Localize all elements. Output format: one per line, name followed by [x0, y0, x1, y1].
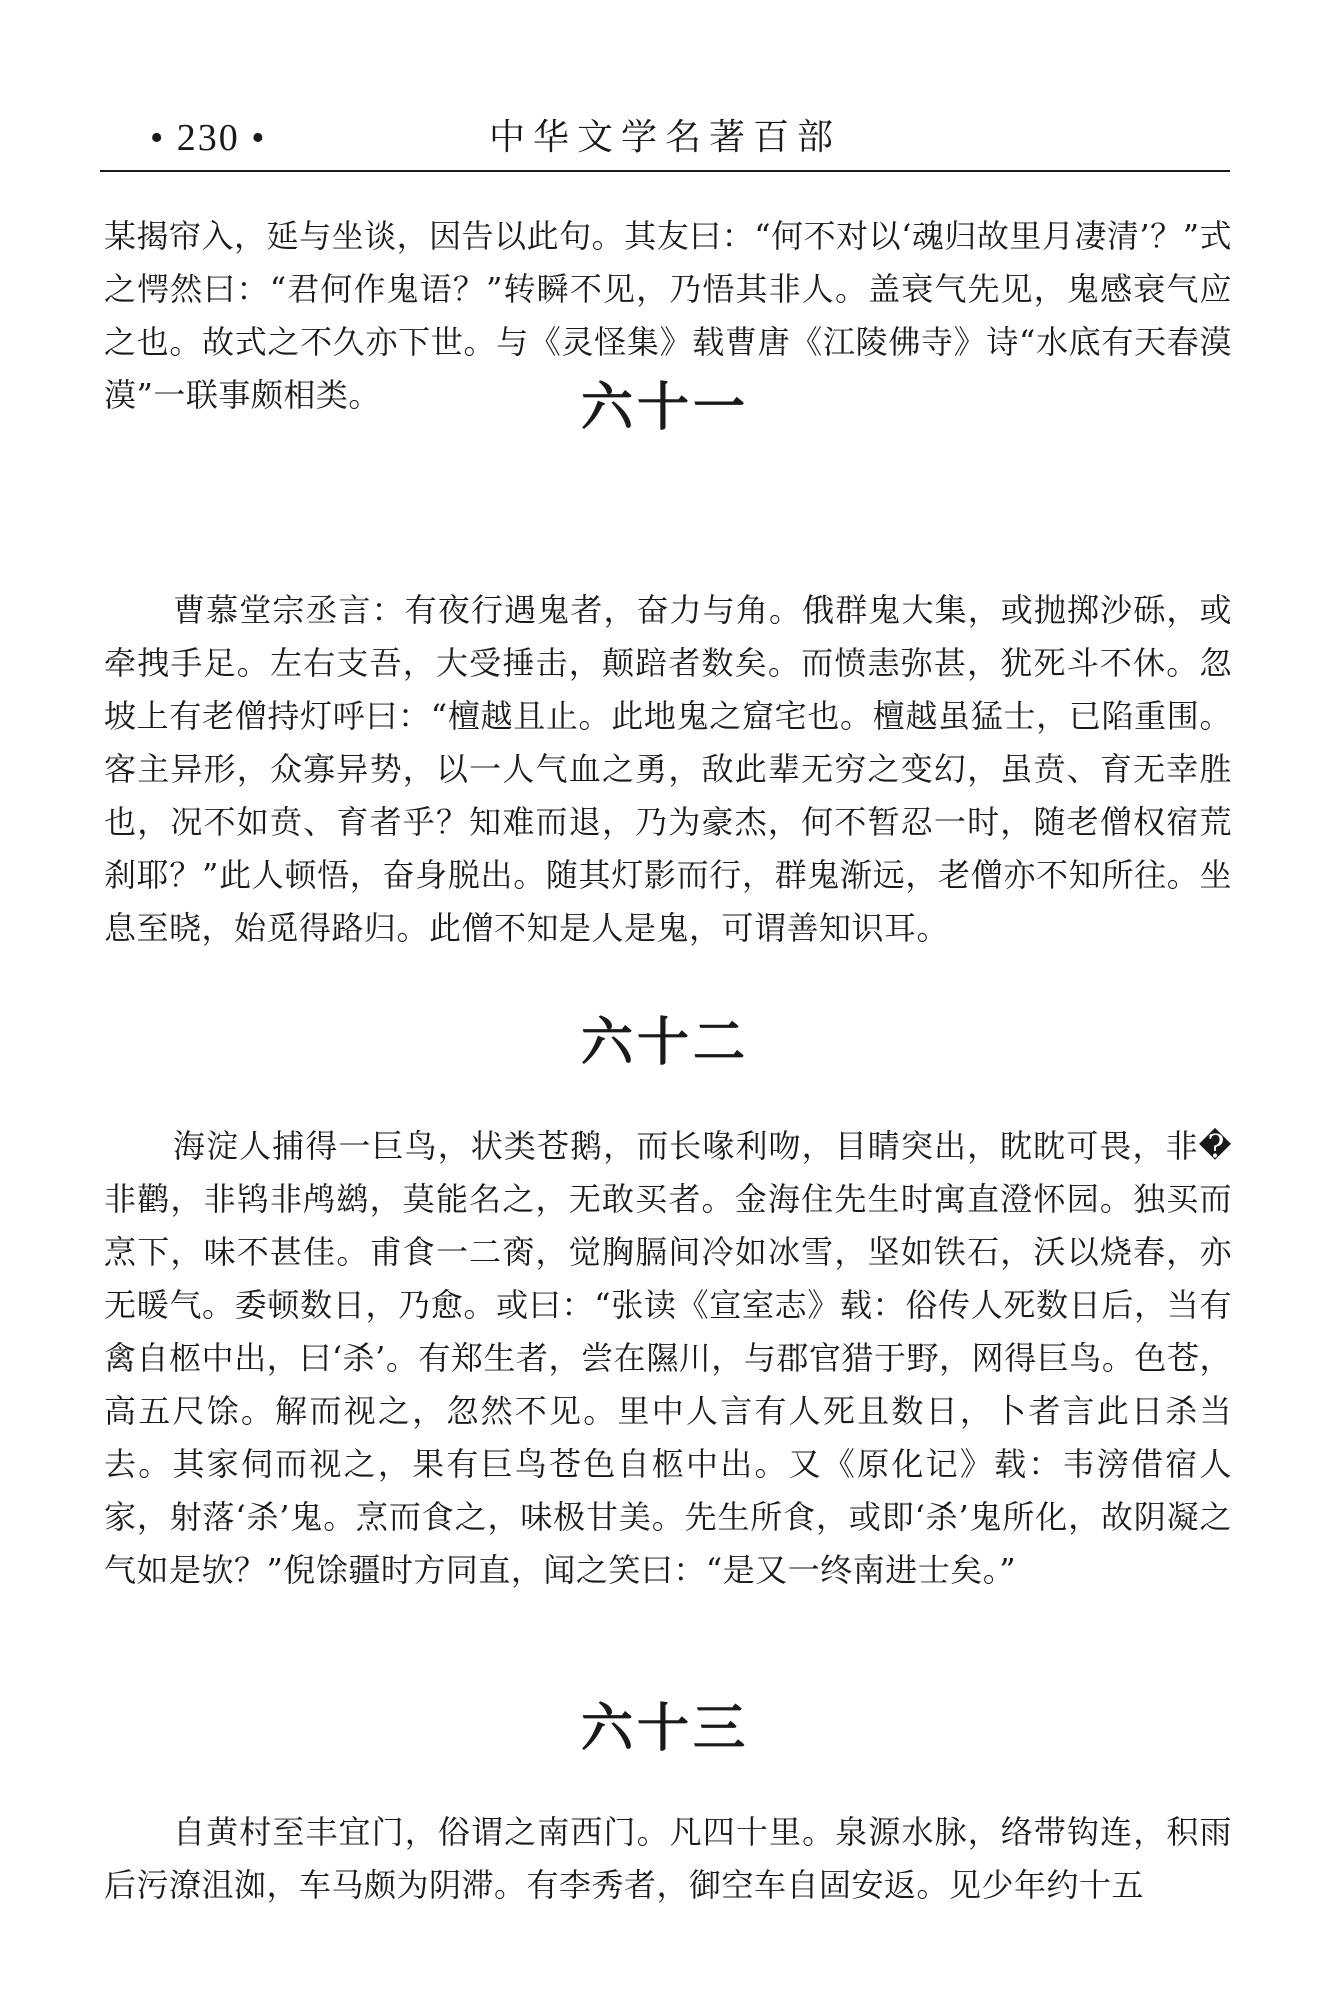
- running-header: [100, 108, 1230, 168]
- page-number: • 230 •: [150, 117, 267, 159]
- paragraph-continued: 某揭帘入，延与坐谈，因告以此句。其友曰：“何不对以‘魂归故里月凄清’？”式之愕然曰：“君何作鬼语？”转瞬不见，乃悟其非人。盖衰气先见，鬼感衰气应之也。故式之不久亦下世。与《灵怪集》载曹唐《江陵佛寺》诗“水底有天春漠漠”一联事颇相类。: [104, 217, 1232, 414]
- section-heading-61: 六十一: [580, 378, 749, 438]
- paragraph-section-63: 自黄村至丰宜门，俗谓之南西门。凡四十里。泉源水脉，络带钩连，积雨后污潦沮洳，车马颇为阴滞。有李秀者，御空车自固安返。见少年约十五: [104, 1813, 1232, 1904]
- header-rule: [100, 170, 1230, 172]
- book-title: 中华文学名著百部: [488, 117, 841, 158]
- paragraph-section-62: 海淀人捕得一巨鸟，状类苍鹅，而长喙利吻，目睛突出，眈眈可畏，非�非鹳，非鸨非鸬鹚，莫能名之，无敢买者。金海住先生时寓直澄怀园。独买而烹下，味不甚佳。甫食一二脔，觉胸膈间冷如冰雪，坚如铁石，沃以烧春，亦无暖气。委顿数日，乃愈。或曰：“张读《宣室志》载：俗传人死数日后，当有禽自柩中出，曰‘杀’。有郑生者，尝在隰川，与郡官猎于野，网得巨鸟。色苍，高五尺馀。解而视之，忽然不见。里中人言有人死且数日，卜者言此日杀当去。其家伺而视之，果有巨鸟苍色自柩中出。又《原化记》载：韦滂借宿人家，射落‘杀’鬼。烹而食之，味极甘美。先生所食，或即‘杀’鬼所化，故阴凝之气如是欤？”倪馀疆时方同直，闻之笑曰：“是又一终南进士矣。”: [104, 1127, 1232, 1589]
- section-heading-63: 六十三: [580, 1699, 749, 1759]
- section-heading-62: 六十二: [580, 1013, 749, 1073]
- paragraph-section-61: 曹慕堂宗丞言：有夜行遇鬼者，奋力与角。俄群鬼大集，或抛掷沙砾，或牵拽手足。左右支吾，大受捶击，颠踣者数矣。而愤恚弥甚，犹死斗不休。忽坡上有老僧持灯呼曰：“檀越且止。此地鬼之窟宅也。檀越虽猛士，已陷重围。客主异形，众寡异势，以一人气血之勇，敌此辈无穷之变幻，虽贲、育无幸胜也，况不如贲、育者乎？知难而退，乃为豪杰，何不暂忍一时，随老僧权宿荒刹耶？”此人顿悟，奋身脱出。随其灯影而行，群鬼渐远，老僧亦不知所往。坐息至晓，始觅得路归。此僧不知是人是鬼，可谓善知识耳。: [104, 591, 1232, 947]
